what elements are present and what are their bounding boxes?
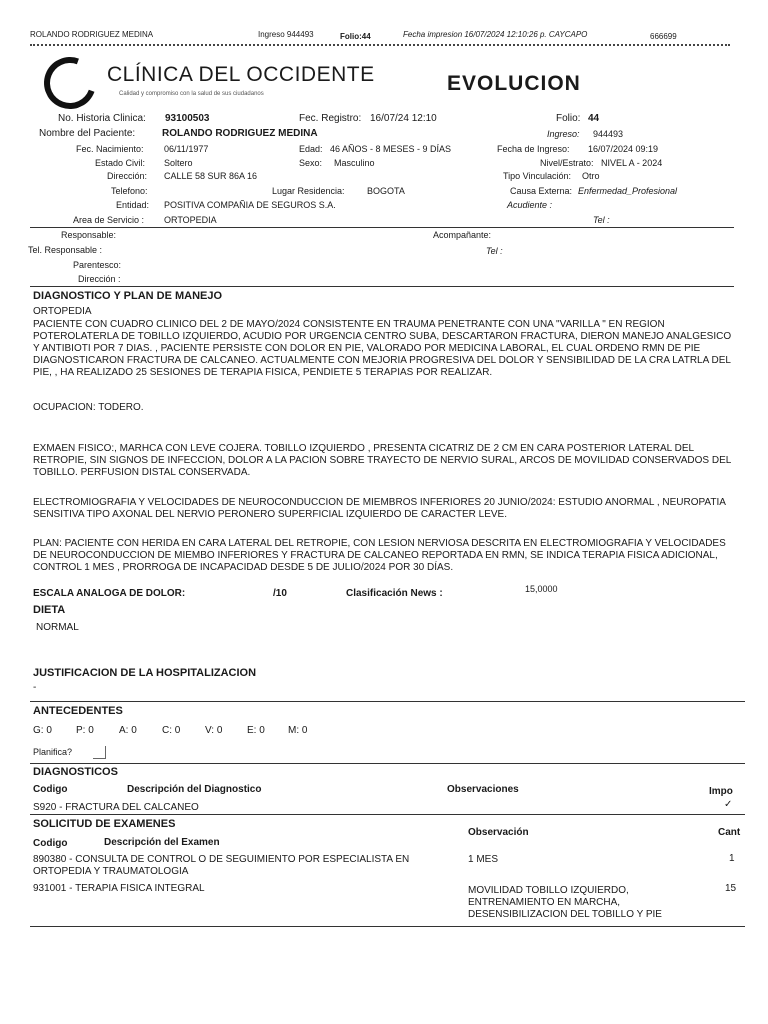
top-patient-name: ROLANDO RODRIGUEZ MEDINA <box>30 30 154 39</box>
exam-row-2-obs-1: MOVILIDAD TOBILLO IZQUIERDO, <box>468 885 629 896</box>
planifica-checkbox[interactable] <box>93 746 106 759</box>
antecedente-g: G: 0 <box>33 725 52 736</box>
justificacion-value: - <box>33 682 37 693</box>
examenes-heading: SOLICITUD DE EXAMENES <box>33 818 176 830</box>
historia-value: 93100503 <box>165 113 210 124</box>
examen-fisico-paragraph: EXMAEN FISICO:, MARHCA CON LEVE COJERA. TOBILLO IZQUIERDO , PRESENTA CICATRIZ DE 2 CM EN CARA POSTERIOR LATERAL DEL RETROPIE, SIN SIGNOS DE INFECCION, DOLOR A LA PACION SOBRE TRAYECTO DE NERVIO SURAL, ARCOS DE MOVILIDAD CONSERVADOS DEL TOBILLO. PERFUSION DISTAL CONSERVADA. <box>33 443 731 478</box>
news-value: 15,0000 <box>525 584 558 594</box>
planifica-label: Planifica? <box>33 747 73 757</box>
exam-col-cant: Cant <box>718 827 741 838</box>
top-folio: Folio:44 <box>340 32 371 41</box>
civil-label: Estado Civil: <box>95 158 146 168</box>
antecedente-e: E: 0 <box>247 725 265 736</box>
news-label: Clasificación News : <box>346 588 443 599</box>
examenes-bottom-divider <box>30 926 745 927</box>
escala-value: /10 <box>273 588 287 599</box>
justificacion-heading: JUSTIFICACION DE LA HOSPITALIZACION <box>33 667 257 679</box>
diagnosticos-divider <box>30 814 745 815</box>
antecedente-v: V: 0 <box>205 725 223 736</box>
clinic-logo-icon <box>35 48 104 117</box>
nombre-label: Nombre del Paciente: <box>39 128 136 139</box>
justificacion-divider <box>30 701 745 702</box>
clinic-name: CLÍNICA DEL OCCIDENTE <box>107 63 375 86</box>
folio-label: Folio: <box>556 113 581 124</box>
antecedente-c: C: 0 <box>162 725 181 736</box>
plan-paragraph: PLAN: PACIENTE CON HERIDA EN CARA LATERAL DEL RETROPIE, CON LESION NERVIOSA DESCRITA EN ELECTROMIOGRAFIA Y VELOCIDADES DE NEUROCONDUCCION DE MIEMBO INFERIORES Y FRACTURA DE CALCANEO REPORTADA EN RMN, SE INDICA TERAPIA FISICA ADICIONAL, CONTROL 1 MES , PRORROGA DE INCAPACIDAD DESDE 5 DE JULIO/2024 POR 30 DÍAS. <box>33 538 726 573</box>
acompanante-label: Acompañante: <box>433 230 492 240</box>
nacimiento-value: 06/11/1977 <box>164 144 209 154</box>
antecedente-a: A: 0 <box>119 725 137 736</box>
clinic-tagline: Calidad y compromiso con la salud de sus ciudadanos <box>119 91 264 97</box>
nombre-value: ROLANDO RODRIGUEZ MEDINA <box>162 128 318 139</box>
direccion-value: CALLE 58 SUR 86A 16 <box>164 171 258 181</box>
fecha-ingreso-label: Fecha de Ingreso: <box>497 144 570 154</box>
top-ingreso: Ingreso 944493 <box>258 30 314 39</box>
antecedentes-divider <box>30 763 745 764</box>
causa-value: Enfermedad_Profesional <box>578 186 678 196</box>
exam-row-1-obs: 1 MES <box>468 854 499 865</box>
diag-col-observaciones: Observaciones <box>447 784 519 795</box>
exam-row-2-cant: 15 <box>725 883 737 894</box>
antecedente-m: M: 0 <box>288 725 308 736</box>
exam-row-1-desc: 890380 - CONSULTA DE CONTROL O DE SEGUIMIENTO POR ESPECIALISTA EN <box>33 854 410 865</box>
document-title: EVOLUCION <box>447 72 581 95</box>
diag-row-checkmark-icon: ✓ <box>724 799 733 810</box>
vinculacion-value: Otro <box>582 171 600 181</box>
tel-responsable-label: Tel. Responsable : <box>28 245 103 255</box>
nivel-value: NIVEL A - 2024 <box>601 158 663 168</box>
telefono-label: Telefono: <box>111 186 148 196</box>
ingreso-value: 944493 <box>593 129 624 139</box>
edad-label: Edad: <box>299 144 323 154</box>
vinculacion-label: Tipo Vinculación: <box>503 171 572 181</box>
lugar-label: Lugar Residencia: <box>272 186 345 196</box>
info-divider <box>30 286 734 287</box>
fec-registro-value: 16/07/24 12:10 <box>370 113 437 124</box>
exam-row-1-desc-cont: ORTOPEDIA Y TRAUMATOLOGIA <box>33 866 189 877</box>
fec-registro-label: Fec. Registro: <box>299 113 362 124</box>
exam-col-observacion: Observación <box>468 827 529 838</box>
antecedentes-heading: ANTECEDENTES <box>33 705 123 717</box>
top-dotted-divider <box>30 44 730 46</box>
lugar-value: BOGOTA <box>367 186 405 196</box>
area-label: Area de Servicio : <box>73 215 145 225</box>
patient-divider <box>30 227 734 228</box>
exam-row-2-obs-3: DESENSIBILIZACION DEL TOBILLO Y PIE <box>468 909 662 920</box>
sexo-value: Masculino <box>334 158 375 168</box>
entidad-label: Entidad: <box>116 200 150 210</box>
exam-row-2-obs-2: ENTRENAMIENTO EN MARCHA, <box>468 897 621 908</box>
historia-label: No. Historia Clinica: <box>58 113 146 124</box>
antecedente-p: P: 0 <box>76 725 94 736</box>
diagnostico-heading: DIAGNOSTICO Y PLAN DE MANEJO <box>33 290 223 302</box>
top-code: 666699 <box>650 32 677 41</box>
diag-col-codigo: Codigo <box>33 784 68 795</box>
direccion-label: Dirección: <box>107 171 148 181</box>
acudiente-label: Acudiente : <box>507 200 553 210</box>
diag-col-impo: Impo <box>709 786 733 797</box>
civil-value: Soltero <box>164 158 193 168</box>
sexo-label: Sexo: <box>299 158 323 168</box>
tel2-label: Tel : <box>486 246 503 256</box>
causa-label: Causa Externa: <box>510 186 573 196</box>
nivel-label: Nivel/Estrato: <box>540 158 594 168</box>
area-value: ORTOPEDIA <box>164 215 217 225</box>
direccion2-label: Dirección : <box>78 274 121 284</box>
tel-label: Tel : <box>593 215 610 225</box>
edad-value: 46 AÑOS - 8 MESES - 9 DÍAS <box>330 144 452 154</box>
top-print-date: Fecha impresion 16/07/2024 12:10:26 p. CAYCAPO <box>403 30 588 39</box>
dieta-value: NORMAL <box>36 622 79 633</box>
entidad-value: POSITIVA COMPAÑIA DE SEGUROS S.A. <box>164 200 336 210</box>
parentesco-label: Parentesco: <box>73 260 122 270</box>
escala-label: ESCALA ANALOGA DE DOLOR: <box>33 588 186 599</box>
diagnostico-paragraph-1: PACIENTE CON CUADRO CLINICO DEL 2 DE MAYO/2024 CONSISTENTE EN TRAUMA PENETRANTE CON UNA "VARILLA " EN REGION POTEROLATERLA DE TOBILLO IZQUIERDO, ACUDIO POR URGENCIA CENTRO SUBA, DESCARTARON FRACTURA, DIERON MANEJO ANALGESICO Y ANTIBIOTI POR 7 DIAS. , PACIENTE PERSISTE CON DOLOR EN PIE, VALORADO POR MEDICINA LABORAL, EL CUAL ORDENO RMN DE PIE DIAGNOSTICARON FRACTURA DE CALCANEO. ACTUALMENTE CON MEJORIA PROGRESIVA DEL DOLOR Y SENSIBILIDAD DE LA CRA LATRLA DEL PIE, , HA REALIZADO 25 SESIONES DE TERAPIA FISICA, PENDIETE 5 TERAPIAS POR REALIZAR. <box>33 319 732 378</box>
responsable-label: Responsable: <box>61 230 117 240</box>
diag-col-descripcion: Descripción del Diagnostico <box>127 784 262 795</box>
exam-row-2-desc: 931001 - TERAPIA FISICA INTEGRAL <box>33 883 205 894</box>
exam-row-1-cant: 1 <box>729 853 735 864</box>
diag-row-description: S920 - FRACTURA DEL CALCANEO <box>33 802 199 813</box>
nacimiento-label: Fec. Nacimiento: <box>76 144 144 154</box>
ocupacion-text: OCUPACION: TODERO. <box>33 402 144 413</box>
diagnosticos-heading: DIAGNOSTICOS <box>33 766 118 778</box>
folio-value: 44 <box>588 113 600 124</box>
exam-col-codigo: Codigo <box>33 838 68 849</box>
exam-col-descripcion: Descripción del Examen <box>104 837 220 848</box>
electromiografia-paragraph: ELECTROMIOGRAFIA Y VELOCIDADES DE NEUROCONDUCCION DE MIEMBROS INFERIORES 20 JUNIO/2024: ESTUDIO ANORMAL , NEUROPATIA SENSITIVA TIPO AXONAL DEL NERVIO PERONERO SUPERFICIAL IZQUIERDO DE CARACTER LEVE. <box>33 497 726 520</box>
dieta-heading: DIETA <box>33 604 66 616</box>
fecha-ingreso-value: 16/07/2024 09:19 <box>588 144 659 154</box>
ingreso-label: Ingreso: <box>547 129 580 139</box>
diagnostico-specialty: ORTOPEDIA <box>33 306 92 317</box>
